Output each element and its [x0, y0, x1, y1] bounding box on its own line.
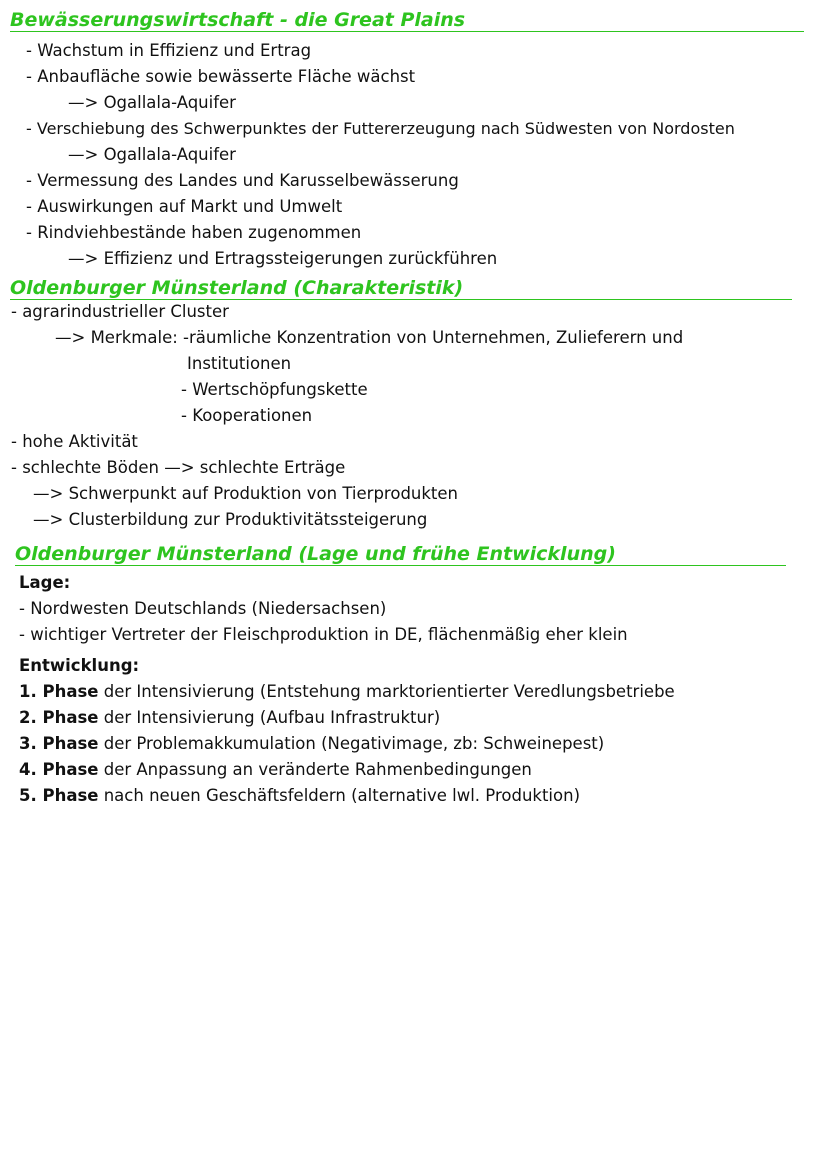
phase-text: der Intensivierung (Aufbau Infrastruktur) — [98, 708, 441, 727]
list-item: - Nordwesten Deutschlands (Niedersachsen) — [19, 599, 387, 618]
list-item: - Rindviehbestände haben zugenommen — [26, 223, 362, 242]
heading-charakteristik: Oldenburger Münsterland (Charakteristik) — [10, 277, 464, 299]
arrow-item: —> Clusterbildung zur Produktivitätssteigerung — [33, 510, 428, 529]
phase-item — [19, 759, 532, 781]
phase-label: 5. Phase — [19, 786, 99, 805]
phase-item — [19, 707, 440, 729]
list-item: - Auswirkungen auf Markt und Umwelt — [26, 197, 343, 216]
list-item: - Vermessung des Landes und Karusselbewässerung — [26, 171, 459, 190]
lage-label: Lage: — [19, 573, 71, 592]
arrow-item: —> Ogallala-Aquifer — [68, 145, 236, 164]
phase-text: der Anpassung an veränderte Rahmenbedingungen — [98, 760, 532, 779]
heading-underline — [10, 299, 792, 300]
list-item-continuation: Institutionen — [187, 354, 292, 373]
list-item: - hohe Aktivität — [11, 432, 138, 451]
phase-text: der Intensivierung (Entstehung marktorientierter Veredlungsbetriebe — [98, 682, 675, 701]
heading-underline — [10, 31, 804, 32]
phase-label: 3. Phase — [19, 734, 99, 753]
phase-label: 4. Phase — [19, 760, 99, 779]
phase-label: 1. Phase — [19, 682, 99, 701]
list-item: - agrarindustrieller Cluster — [11, 302, 229, 321]
list-item: - Wachstum in Effizienz und Ertrag — [26, 41, 312, 60]
phase-item — [19, 733, 604, 755]
arrow-item: —> Effizienz und Ertragssteigerungen zurückführen — [68, 249, 498, 268]
arrow-item: —> Ogallala-Aquifer — [68, 93, 236, 112]
arrow-item: —> Schwerpunkt auf Produktion von Tierprodukten — [33, 484, 459, 503]
heading-lage-entwicklung: Oldenburger Münsterland (Lage und frühe Entwicklung) — [15, 543, 616, 565]
list-item: - Kooperationen — [181, 406, 313, 425]
list-item: - Verschiebung des Schwerpunktes der Futtererzeugung nach Südwesten von Nordosten — [26, 119, 735, 138]
arrow-item: —> Merkmale: -räumliche Konzentration von Unternehmen, Zulieferern und — [55, 328, 684, 347]
heading-great-plains: Bewässerungswirtschaft - die Great Plains — [10, 9, 466, 31]
list-item: - schlechte Böden —> schlechte Erträge — [11, 458, 346, 477]
phase-text: nach neuen Geschäftsfeldern (alternative lwl. Produktion) — [98, 786, 581, 805]
phase-label: 2. Phase — [19, 708, 99, 727]
list-item: - wichtiger Vertreter der Fleischproduktion in DE, flächenmäßig eher klein — [19, 625, 628, 644]
phase-item — [19, 785, 580, 807]
heading-underline — [15, 565, 786, 566]
entwicklung-label: Entwicklung: — [19, 656, 140, 675]
list-item: - Anbaufläche sowie bewässerte Fläche wächst — [26, 67, 416, 86]
phase-text: der Problemakkumulation (Negativimage, zb: Schweinepest) — [98, 734, 605, 753]
list-item: - Wertschöpfungskette — [181, 380, 368, 399]
phase-item — [19, 681, 675, 703]
